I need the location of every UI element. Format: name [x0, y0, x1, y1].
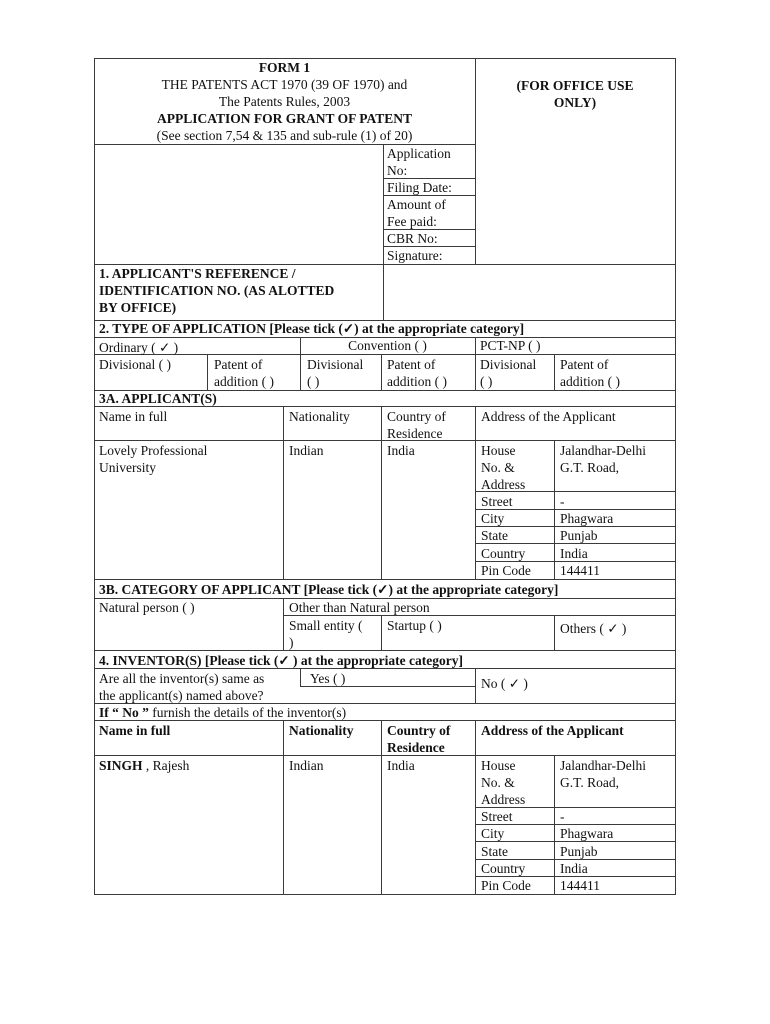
- application-no-label-1: Application: [387, 146, 451, 161]
- ordinary-divisional-option[interactable]: Divisional ( ): [99, 357, 171, 372]
- act-line: THE PATENTS ACT 1970 (39 OF 1970) and: [161, 77, 408, 92]
- pct-divisional-label: Divisional: [480, 357, 537, 372]
- state-value: Punjab: [560, 528, 598, 543]
- city-value: Phagwara: [560, 511, 614, 526]
- if-no-rest: furnish the details of the inventor(s): [148, 705, 347, 720]
- form-title: APPLICATION FOR GRANT OF PATENT: [156, 111, 412, 126]
- divider: [383, 144, 384, 320]
- column-header-country-2: Residence: [387, 426, 443, 441]
- divider: [475, 406, 476, 579]
- column-header-name: Name in full: [99, 409, 168, 424]
- inventor-street-label: Street: [481, 809, 513, 824]
- column-header-address: Address of the Applicant: [481, 409, 616, 424]
- house-value: Jalandhar-Delhi: [560, 443, 646, 458]
- yes-option[interactable]: Yes ( ): [310, 671, 346, 686]
- street-value: -: [560, 494, 565, 509]
- border-bottom: [94, 894, 676, 895]
- divider: [554, 354, 555, 390]
- column-header-nationality: Nationality: [289, 409, 350, 424]
- divider: [554, 615, 555, 650]
- divider: [283, 598, 284, 650]
- divider: [381, 615, 382, 650]
- convention-divisional-label: Divisional: [307, 357, 364, 372]
- divider: [475, 337, 476, 354]
- inventor-house-value: Jalandhar-Delhi: [560, 758, 646, 773]
- inventor-column-nationality: Nationality: [289, 723, 354, 738]
- divider: [475, 668, 476, 703]
- divider: [94, 354, 676, 355]
- divider: [475, 354, 476, 390]
- inventor-pin-code-value: 144411: [560, 878, 600, 893]
- office-use-line-2: ONLY): [553, 95, 597, 110]
- applicant-country: India: [387, 443, 415, 458]
- inventor-state-label: State: [481, 844, 508, 859]
- applicants-heading: 3A. APPLICANT(S): [99, 391, 217, 406]
- no-option[interactable]: No ( ✓ ): [481, 676, 528, 691]
- street-label: Street: [481, 494, 513, 509]
- amount-label-1: Amount of: [387, 197, 446, 212]
- country-label: Country: [481, 546, 526, 561]
- house-label: House: [481, 443, 516, 458]
- border-left: [94, 58, 95, 895]
- type-of-application-heading: 2. TYPE OF APPLICATION [Please tick (✓) at the appropriate category]: [99, 321, 525, 336]
- divider: [300, 354, 301, 390]
- divider: [381, 354, 382, 390]
- applicant-name: Lovely Professional: [99, 443, 208, 458]
- category-of-applicant-heading: 3B. CATEGORY OF APPLICANT [Please tick (✓) at the appropriate category]: [99, 582, 559, 597]
- startup-option[interactable]: Startup ( ): [387, 618, 442, 633]
- column-header-country: Country of: [387, 409, 446, 424]
- inventor-nationality: Indian: [289, 758, 324, 773]
- divider: [94, 579, 676, 580]
- inventor-column-address: Address of the Applicant: [481, 723, 624, 738]
- form-number: FORM 1: [258, 60, 311, 75]
- office-use-line-1: (FOR OFFICE USE: [516, 78, 634, 93]
- inventor-country: India: [387, 758, 415, 773]
- inventor-column-country: Country of: [387, 723, 451, 738]
- house-label-2: No. &: [481, 460, 515, 475]
- country-value: India: [560, 546, 588, 561]
- applicant-reference-heading: 1. APPLICANT'S REFERENCE /: [99, 266, 296, 281]
- divider: [94, 440, 676, 441]
- rules-line: The Patents Rules, 2003: [218, 94, 351, 109]
- convention-patent-of-addition-label: Patent of: [387, 357, 436, 372]
- applicant-reference-heading-3: BY OFFICE): [99, 300, 177, 315]
- inventor-house-label: House: [481, 758, 516, 773]
- if-no-instruction: [99, 704, 346, 721]
- inventor-city-value: Phagwara: [560, 826, 614, 841]
- house-value-2: G.T. Road,: [560, 460, 619, 475]
- inventor-street-value: -: [560, 809, 565, 824]
- applicant-reference-heading-2: IDENTIFICATION NO. (AS ALOTTED: [99, 283, 335, 298]
- inventor-country-label: Country: [481, 861, 526, 876]
- amount-label-2: Fee paid:: [387, 214, 437, 229]
- ordinary-option[interactable]: Ordinary ( ✓ ): [99, 340, 179, 355]
- inventor-column-country-2: Residence: [387, 740, 445, 755]
- pct-divisional-option[interactable]: ( ): [480, 374, 493, 389]
- inventor-same-question: Are all the inventor(s) same as: [99, 671, 265, 686]
- divider: [283, 720, 284, 895]
- pct-np-option[interactable]: PCT-NP ( ): [480, 338, 541, 353]
- convention-divisional-option[interactable]: ( ): [307, 374, 320, 389]
- house-label-3: Address: [481, 477, 526, 492]
- small-entity-option[interactable]: Small entity (: [289, 618, 363, 633]
- divider: [94, 755, 676, 756]
- see-section: (See section 7,54 & 135 and sub-rule (1) of 20): [156, 128, 413, 143]
- pct-patent-of-addition-label: Patent of: [560, 357, 609, 372]
- divider: [554, 755, 555, 895]
- state-label: State: [481, 528, 508, 543]
- inventor-house-label-3: Address: [481, 792, 526, 807]
- inventor-city-label: City: [481, 826, 505, 841]
- other-than-natural-person-label: Other than Natural person: [289, 600, 430, 615]
- small-entity-option-close: ): [289, 635, 294, 650]
- divider: [94, 650, 676, 651]
- applicant-name-2: University: [99, 460, 156, 475]
- city-label: City: [481, 511, 505, 526]
- inventor-pin-code-label: Pin Code: [481, 878, 531, 893]
- if-no-prefix: If “ No ”: [99, 705, 149, 720]
- ordinary-patent-of-addition-label: Patent of: [214, 357, 263, 372]
- applicant-nationality: Indian: [289, 443, 324, 458]
- inventors-heading: 4. INVENTOR(S) [Please tick (✓ ) at the appropriate category]: [99, 653, 464, 668]
- inventor-surname: SINGH: [99, 758, 143, 773]
- application-no-label-2: No:: [387, 163, 408, 178]
- others-option[interactable]: Others ( ✓ ): [560, 621, 627, 636]
- inventor-same-question-2: the applicant(s) named above?: [99, 688, 264, 703]
- pin-code-value: 144411: [560, 563, 600, 578]
- inventor-column-name: Name in full: [99, 723, 171, 738]
- divider: [300, 668, 301, 686]
- convention-option[interactable]: Convention ( ): [348, 338, 427, 353]
- divider: [283, 406, 284, 579]
- pin-code-label: Pin Code: [481, 563, 531, 578]
- inventor-house-label-2: No. &: [481, 775, 515, 790]
- inventor-name: [99, 757, 189, 774]
- inventor-state-value: Punjab: [560, 844, 598, 859]
- inventor-house-value-2: G.T. Road,: [560, 775, 619, 790]
- divider: [381, 406, 382, 579]
- inventor-country-value: India: [560, 861, 588, 876]
- cbr-no-label: CBR No:: [387, 231, 438, 246]
- convention-patent-of-addition-option[interactable]: addition ( ): [387, 374, 447, 389]
- pct-patent-of-addition-option[interactable]: addition ( ): [560, 374, 620, 389]
- border-right: [675, 58, 676, 895]
- inventor-given-name: , Rajesh: [142, 758, 190, 773]
- filing-date-label: Filing Date:: [387, 180, 452, 195]
- ordinary-patent-of-addition-option[interactable]: addition ( ): [214, 374, 274, 389]
- signature-label: Signature:: [387, 248, 443, 263]
- divider: [207, 354, 208, 390]
- natural-person-option[interactable]: Natural person ( ): [99, 600, 195, 615]
- divider: [381, 720, 382, 895]
